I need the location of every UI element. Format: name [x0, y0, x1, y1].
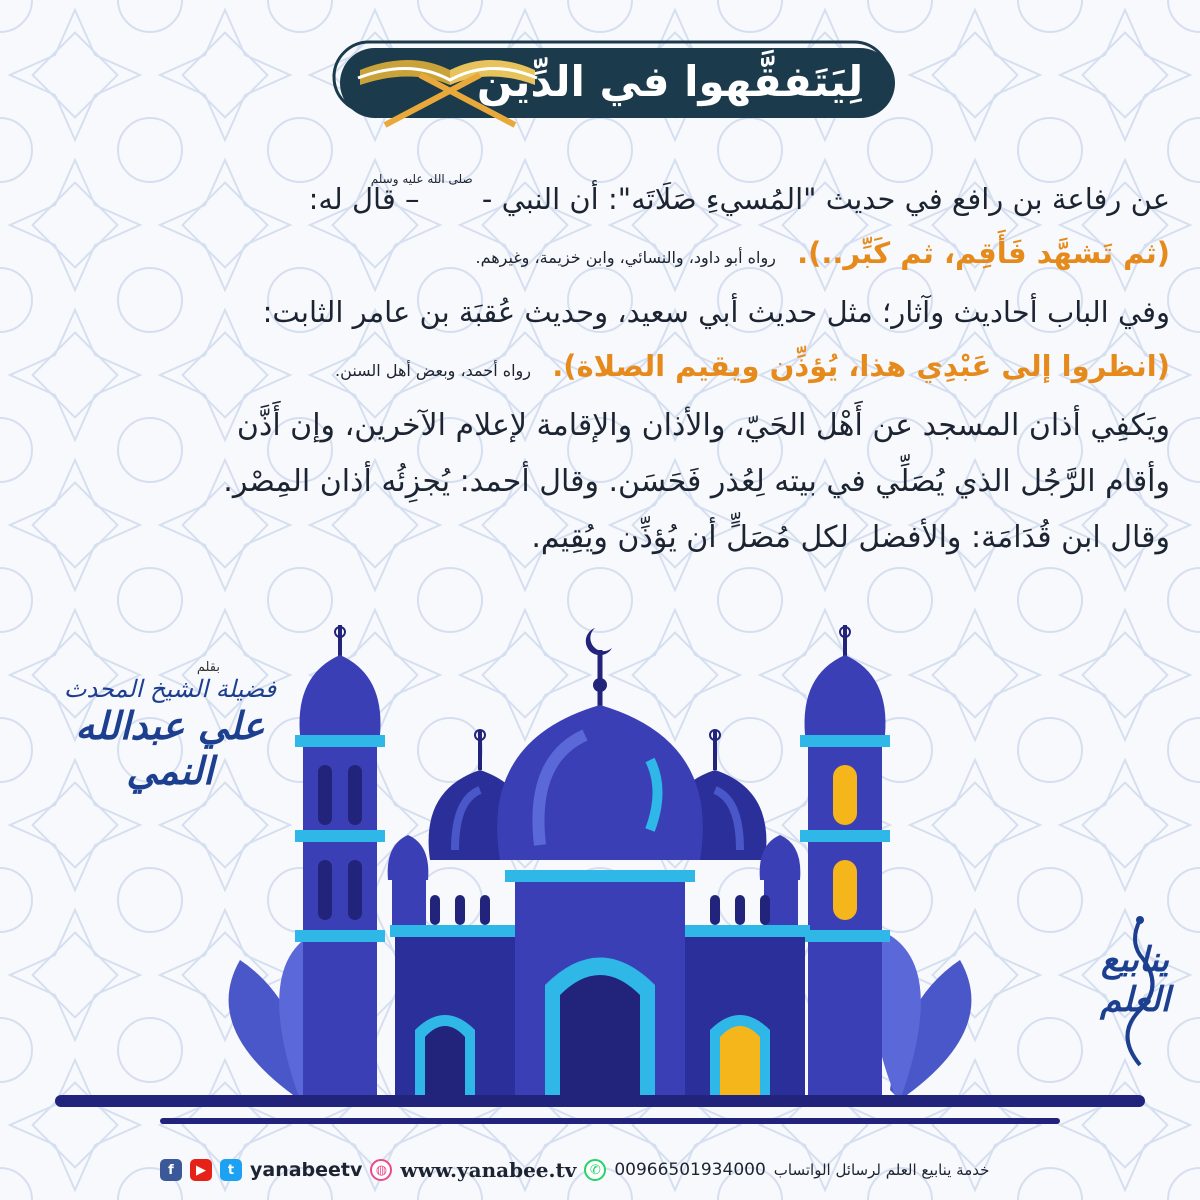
leaf-decoration-right [873, 930, 972, 1100]
twitter-icon[interactable]: t [220, 1159, 242, 1181]
ground-line [55, 1095, 1145, 1107]
whatsapp-service-label: خدمة ينابيع العلم لرسائل الواتساب [773, 1161, 990, 1179]
author-title: فضيلة الشيخ المحدث [63, 675, 277, 703]
text-line-1-b: – قال له: [308, 182, 420, 216]
salutation-glyph: صلى الله عليه وسلم [370, 172, 473, 186]
author-name: علي عبدالله النمي [75, 703, 265, 793]
text-line-6: وأقام الرَّجُل الذي يُصَلِّي في بيته لِعُذر فَحَسَن. وقال أحمد: يُجزِئُه أذان المِصْر. [223, 464, 1170, 499]
small-dome-left [388, 835, 429, 930]
whatsapp-number[interactable]: 00966501934000 [614, 1160, 766, 1180]
crescent-icon [586, 628, 612, 655]
mosque-illustration [0, 600, 1200, 1140]
minaret-right [800, 625, 890, 1102]
text-line-3: وفي الباب أحاديث وآثار؛ مثل حديث أبي سعيد، وحديث عُقبَة بن عامر الثابت: [262, 295, 1170, 329]
logo-line-1: ينابيع [1101, 940, 1169, 980]
footer-bar [160, 1150, 1160, 1190]
facebook-icon[interactable]: f [160, 1159, 182, 1181]
text-line-1-a: عن رفاعة بن رافع في حديث "المُسيءِ صَلَاتَه": أن النبي - [481, 182, 1170, 216]
website-link[interactable]: www.yanabee.tv [400, 1158, 577, 1182]
hadith-reference-2: رواه أحمد، وبعض أهل السنن. [335, 361, 532, 380]
main-dome [497, 628, 703, 860]
text-line-2 [140, 226, 1170, 285]
youtube-icon[interactable]: ▶ [190, 1159, 212, 1181]
hadith-quote-2: (انظروا إلى عَبْدِي هذا، يُؤذِّن ويقيم الصلاة). [552, 349, 1170, 383]
text-line-1 [140, 172, 1170, 226]
ground-line-thin [160, 1118, 1060, 1124]
author-by-label: بقلم [196, 660, 220, 675]
logo-line-2: العلم [1099, 980, 1171, 1020]
banner-title: لِيَتَفقَّهوا في الدِّين [476, 57, 864, 106]
text-line-4 [140, 339, 1170, 398]
minaret-left [295, 625, 385, 1102]
text-line-5: ويَكفِي أذان المسجد عن أَهْل الحَيّ، والأذان والإقامة لإعلام الآخرين، وإن أَذَّن [236, 408, 1170, 443]
main-building [390, 870, 810, 1102]
whatsapp-icon[interactable]: ✆ [584, 1159, 606, 1181]
logo-text [1075, 940, 1195, 1020]
dribbble-icon[interactable]: ◍ [370, 1159, 392, 1181]
hadith-text [140, 172, 1170, 566]
hadith-quote-1: (ثم تَشهَّد فَأَقِم، ثم كَبِّر..). [797, 236, 1170, 270]
hadith-reference-1: رواه أبو داود، والنسائي، وابن خزيمة، وغيرهم. [475, 248, 776, 267]
social-handle[interactable]: yanabeetv [250, 1159, 363, 1181]
text-line-7: وقال ابن قُدَامَة: والأفضل لكل مُصَلٍّ أن يُؤذِّن ويُقِيم. [531, 520, 1170, 555]
